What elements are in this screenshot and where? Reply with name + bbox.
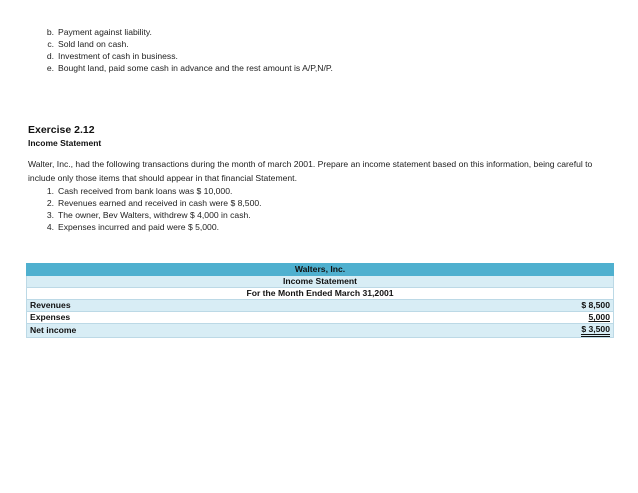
- list-item: [36, 27, 333, 39]
- list-text: Cash received from bank loans was $ 10,000.: [58, 186, 233, 196]
- table-row: [27, 300, 614, 312]
- answer-choices-list: [36, 27, 333, 75]
- list-text: Expenses incurred and paid were $ 5,000.: [58, 222, 219, 232]
- exercise-title: Exercise 2.12: [28, 124, 95, 136]
- list-text: Bought land, paid some cash in advance and the rest amount is A/P,N/P.: [58, 63, 333, 73]
- list-item: [36, 63, 333, 75]
- row-label: Expenses: [27, 312, 379, 324]
- amount-value: $ 3,500: [581, 325, 610, 337]
- list-marker: 2.: [46, 198, 54, 208]
- table-row: [27, 312, 614, 324]
- list-marker: e.: [46, 63, 54, 73]
- list-text: Investment of cash in business.: [58, 51, 178, 61]
- list-item: [36, 222, 262, 234]
- amount-value: 5,000: [588, 312, 610, 322]
- list-text: Payment against liability.: [58, 27, 152, 37]
- row-label: Net income: [27, 324, 379, 338]
- table-header-row: [27, 276, 614, 288]
- list-item: [36, 39, 333, 51]
- row-amount: [379, 312, 614, 324]
- list-item: [36, 51, 333, 63]
- list-marker: b.: [46, 27, 54, 37]
- row-amount: [379, 324, 614, 338]
- row-label: Revenues: [27, 300, 379, 312]
- table-row: [27, 324, 614, 338]
- list-marker: d.: [46, 51, 54, 61]
- exercise-subtitle: Income Statement: [28, 138, 102, 148]
- list-text: The owner, Bev Walters, withdrew $ 4,000 in cash.: [58, 210, 251, 220]
- list-item: [36, 186, 262, 198]
- transactions-list: [36, 186, 262, 234]
- company-name: Walters, Inc.: [27, 264, 614, 276]
- table-header-row: [27, 264, 614, 276]
- list-marker: 3.: [46, 210, 54, 220]
- list-marker: c.: [47, 39, 54, 49]
- list-marker: 1.: [46, 186, 54, 196]
- statement-period: For the Month Ended March 31,2001: [27, 288, 614, 300]
- list-text: Sold land on cash.: [58, 39, 129, 49]
- list-marker: 4.: [46, 222, 54, 232]
- amount-value: $ 8,500: [581, 300, 610, 310]
- list-item: [36, 198, 262, 210]
- row-amount: [379, 300, 614, 312]
- list-text: Revenues earned and received in cash were $ 8,500.: [58, 198, 262, 208]
- income-statement-table: [26, 263, 614, 338]
- statement-title: Income Statement: [27, 276, 614, 288]
- exercise-instructions: Walter, Inc., had the following transactions during the month of march 2001. Prepare an income statement based on this information, being careful to include only those items that should appear in that financial Statement.: [28, 159, 593, 183]
- list-item: [36, 210, 262, 222]
- table-header-row: [27, 288, 614, 300]
